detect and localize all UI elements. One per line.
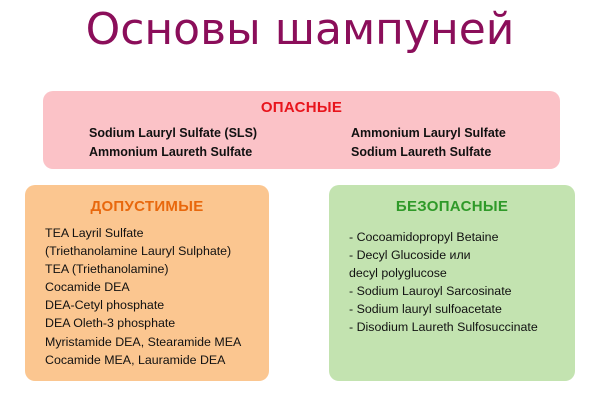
safe-item: - Decyl Glucoside или — [349, 248, 471, 263]
dangerous-heading: ОПАСНЫЕ — [260, 99, 343, 116]
safe-item: decyl polyglucose — [349, 266, 447, 281]
safe-item: - Sodium Lauroyl Sarcosinate — [349, 284, 512, 299]
dangerous-item: Sodium Laureth Sulfate — [351, 145, 492, 159]
safe-item: - Disodium Laureth Sulfosuccinate — [349, 320, 538, 335]
acceptable-box — [25, 185, 269, 381]
dangerous-box — [43, 91, 560, 169]
safe-box — [329, 185, 575, 381]
safe-list — [349, 228, 538, 337]
safe-item: - Sodium lauryl sulfoacetate — [349, 302, 502, 317]
acceptable-item: (Triethanolamine Lauryl Sulphate) — [45, 244, 232, 259]
dangerous-item: Sodium Lauryl Sulfate (SLS) — [89, 126, 258, 140]
acceptable-item: DEA-Cetyl phosphate — [45, 298, 165, 313]
dangerous-item: Ammonium Lauryl Sulfate — [351, 126, 506, 140]
acceptable-item: TEA Layril Sulfate — [45, 226, 144, 240]
dangerous-item: Ammonium Laureth Sulfate — [89, 145, 253, 159]
acceptable-list — [45, 224, 241, 369]
acceptable-item: DEA Oleth-3 phosphate — [45, 316, 176, 331]
safe-item: - Cocoamidopropyl Betaine — [349, 230, 499, 244]
safe-heading: БЕЗОПАСНЫЕ — [395, 198, 509, 215]
acceptable-item: TEA (Triethanolamine) — [45, 262, 169, 277]
acceptable-item: Myristamide DEA, Stearamide MEA — [45, 334, 242, 349]
page-title: Основы шампуней — [85, 4, 515, 55]
acceptable-item: Cocamide MEA, Lauramide DEA — [45, 352, 226, 367]
acceptable-item: Cocamide DEA — [45, 280, 130, 295]
dangerous-list — [89, 124, 559, 162]
acceptable-heading: ДОПУСТИМЫЕ — [90, 198, 204, 215]
